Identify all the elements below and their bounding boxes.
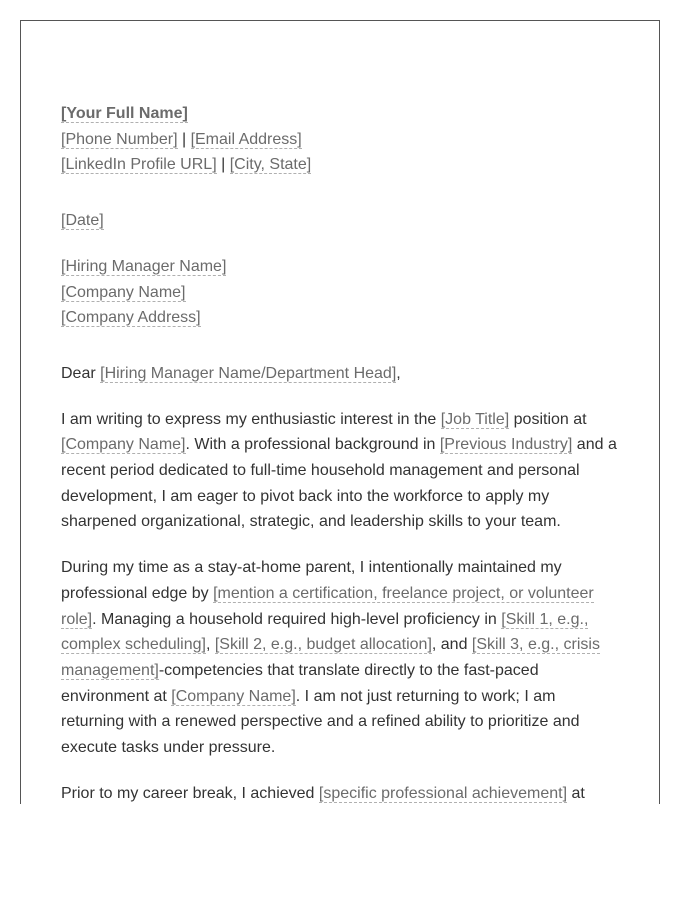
phone-email-line bbox=[61, 127, 621, 153]
text: , and bbox=[431, 636, 472, 654]
recipient-manager-line bbox=[61, 254, 621, 280]
linkedin-placeholder: [LinkedIn Profile URL] bbox=[61, 156, 217, 174]
full-name-placeholder: [Your Full Name] bbox=[61, 105, 188, 122]
company-name-placeholder: [Company Name] bbox=[61, 283, 186, 301]
recipient-block bbox=[61, 254, 621, 331]
separator: | bbox=[216, 156, 230, 174]
document-page bbox=[20, 20, 660, 804]
salutation-name-placeholder: [Hiring Manager Name/Department Head] bbox=[100, 364, 397, 382]
salutation bbox=[61, 361, 621, 387]
salutation-suffix: , bbox=[396, 364, 401, 382]
recipient-company-line bbox=[61, 280, 621, 306]
paragraph-experience bbox=[61, 555, 621, 761]
text: and a recent period dedicated to full-time household management and personal development, I am eager to pivot back into the workforce to apply my sharpened organizational, strategic, and leadership skills to your team. bbox=[61, 436, 617, 531]
salutation-prefix: Dear bbox=[61, 364, 101, 382]
recipient-address-line bbox=[61, 305, 621, 331]
achievement-placeholder: [specific professional achievement] bbox=[318, 784, 568, 802]
text: During my time as a stay-at-home parent, I intentionally maintained my professional edge by bbox=[61, 559, 562, 602]
company-address-placeholder: [Company Address] bbox=[61, 309, 201, 327]
separator: | bbox=[177, 130, 191, 148]
email-placeholder: [Email Address] bbox=[190, 130, 302, 148]
text: . Managing a household required high-level proficiency in bbox=[92, 610, 502, 628]
date-placeholder: [Date] bbox=[61, 212, 104, 230]
job-title-placeholder: [Job Title] bbox=[440, 410, 510, 428]
skill-3-placeholder: [Skill 3, e.g., crisis management] bbox=[61, 636, 600, 679]
text: Prior to my career break, I achieved bbox=[61, 784, 319, 802]
date-line bbox=[61, 208, 621, 234]
text: position at bbox=[509, 410, 587, 428]
previous-industry-placeholder: [Previous Industry] bbox=[439, 436, 573, 454]
cover-letter-body bbox=[61, 101, 621, 804]
hiring-manager-placeholder: [Hiring Manager Name] bbox=[61, 257, 227, 275]
paragraph-achievement bbox=[61, 781, 621, 804]
skill-2-placeholder: [Skill 2, e.g., budget allocation] bbox=[214, 636, 432, 654]
text: at bbox=[567, 784, 585, 802]
skill-1-placeholder: [Skill 1, e.g., complex scheduling] bbox=[61, 610, 589, 654]
company-name-placeholder: [Company Name] bbox=[171, 687, 296, 705]
full-name-line bbox=[61, 101, 621, 127]
text: I am writing to express my enthusiastic interest in the bbox=[61, 410, 441, 428]
text: . I am not just returning to work; I am returning with a renewed perspective and a refined ability to prioritize and execute tasks under pressure. bbox=[61, 687, 580, 757]
city-placeholder: [City, State] bbox=[229, 156, 312, 174]
text: -competencies that translate directly to the fast-paced environment at bbox=[61, 661, 539, 705]
paragraph-intro bbox=[61, 407, 621, 536]
linkedin-city-line bbox=[61, 152, 621, 178]
company-name-placeholder: [Company Name] bbox=[61, 436, 186, 454]
phone-placeholder: [Phone Number] bbox=[61, 130, 178, 148]
text: , bbox=[205, 636, 215, 654]
text: . With a professional background in bbox=[185, 436, 440, 454]
contact-header bbox=[61, 101, 621, 178]
mention-placeholder: [mention a certification, freelance project, or volunteer role] bbox=[61, 584, 594, 628]
